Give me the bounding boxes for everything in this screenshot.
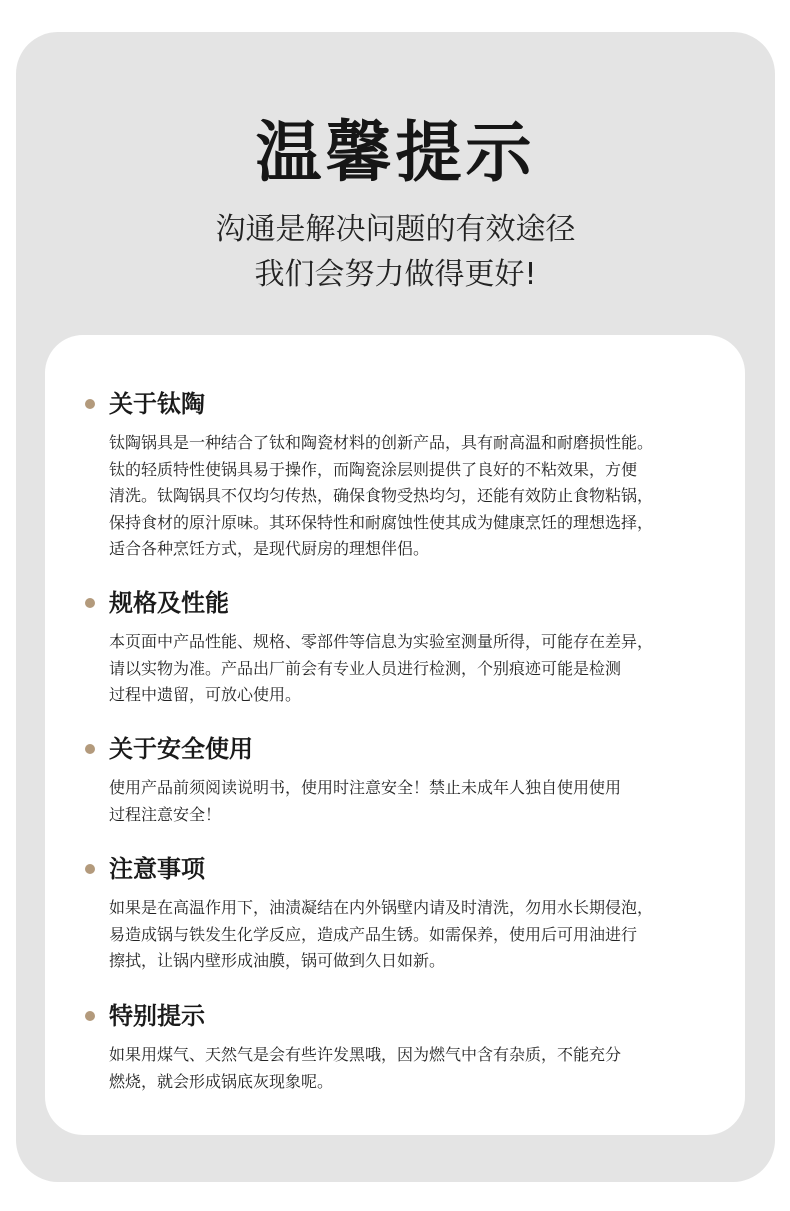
- body-line: 擦拭，让锅内壁形成油膜，锅可做到久日如新。: [109, 951, 446, 970]
- section-title: 关于安全使用: [109, 735, 253, 763]
- section-title: 规格及性能: [109, 589, 229, 617]
- subtitle-line-1: 沟通是解决问题的有效途径: [215, 212, 576, 247]
- body-line: 适合各种烹饪方式，是现代厨房的理想伴侣。: [109, 539, 430, 558]
- section-heading: [85, 853, 725, 885]
- section-about-titanium-ceramic: [85, 388, 725, 563]
- section-body: [109, 430, 725, 563]
- section-heading: [85, 1000, 725, 1032]
- section-safe-use: [85, 733, 725, 828]
- page-title: 温馨提示: [255, 114, 536, 191]
- body-line: 保持食材的原汁原味。其环保特性和耐腐蚀性使其成为健康烹饪的理想选择，: [109, 512, 654, 532]
- body-line: 如果是在高温作用下，油渍凝结在内外锅壁内请及时清洗，勿用水长期侵泡，: [109, 898, 654, 917]
- content-card: [45, 335, 745, 1135]
- bullet-dot-icon: [85, 1011, 95, 1021]
- section-title: 注意事项: [109, 855, 205, 883]
- body-line: 钛的轻质特性使锅具易于操作，而陶瓷涂层则提供了良好的不粘效果，方便: [109, 459, 638, 479]
- section-heading: [85, 587, 725, 619]
- section-heading: [85, 733, 725, 765]
- section-heading: [85, 388, 725, 420]
- section-body: [109, 895, 725, 975]
- tips-panel: [16, 32, 775, 1182]
- body-line: 燃烧，就会形成锅底灰现象呢。: [109, 1071, 334, 1091]
- body-line: 钛陶锅具是一种结合了钛和陶瓷材料的创新产品，具有耐高温和耐磨损性能。: [109, 433, 654, 452]
- section-title: 特别提示: [109, 1002, 205, 1030]
- section-body: [109, 775, 725, 828]
- bullet-dot-icon: [85, 399, 95, 409]
- body-line: 易造成锅与铁发生化学反应，造成产品生锈。如需保养，使用后可用油进行: [109, 924, 638, 944]
- body-line: 如果用煤气、天然气是会有些许发黑哦，因为燃气中含有杂质，不能充分: [109, 1045, 622, 1064]
- section-specs-performance: [85, 587, 725, 709]
- bullet-dot-icon: [85, 744, 95, 754]
- body-line: 过程注意安全！: [109, 804, 222, 824]
- body-line: 本页面中产品性能、规格、零部件等信息为实验室测量所得，可能存在差异，: [109, 632, 654, 651]
- subtitle-line-2: 我们会努力做得更好!: [254, 257, 537, 292]
- body-line: 清洗。钛陶锅具不仅均匀传热，确保食物受热均匀，还能有效防止食物粘锅，: [109, 486, 654, 505]
- body-line: 使用产品前须阅读说明书，使用时注意安全！禁止未成年人独自使用使用: [109, 778, 622, 797]
- section-body: [109, 1042, 725, 1095]
- section-body: [109, 629, 725, 709]
- section-special-notice: [85, 1000, 725, 1095]
- bullet-dot-icon: [85, 864, 95, 874]
- bullet-dot-icon: [85, 598, 95, 608]
- section-title: 关于钛陶: [109, 390, 205, 418]
- body-line: 请以实物为准。产品出厂前会有专业人员进行检测，个别痕迹可能是检测: [109, 658, 622, 678]
- body-line: 过程中遗留，可放心使用。: [109, 685, 302, 704]
- section-precautions: [85, 853, 725, 975]
